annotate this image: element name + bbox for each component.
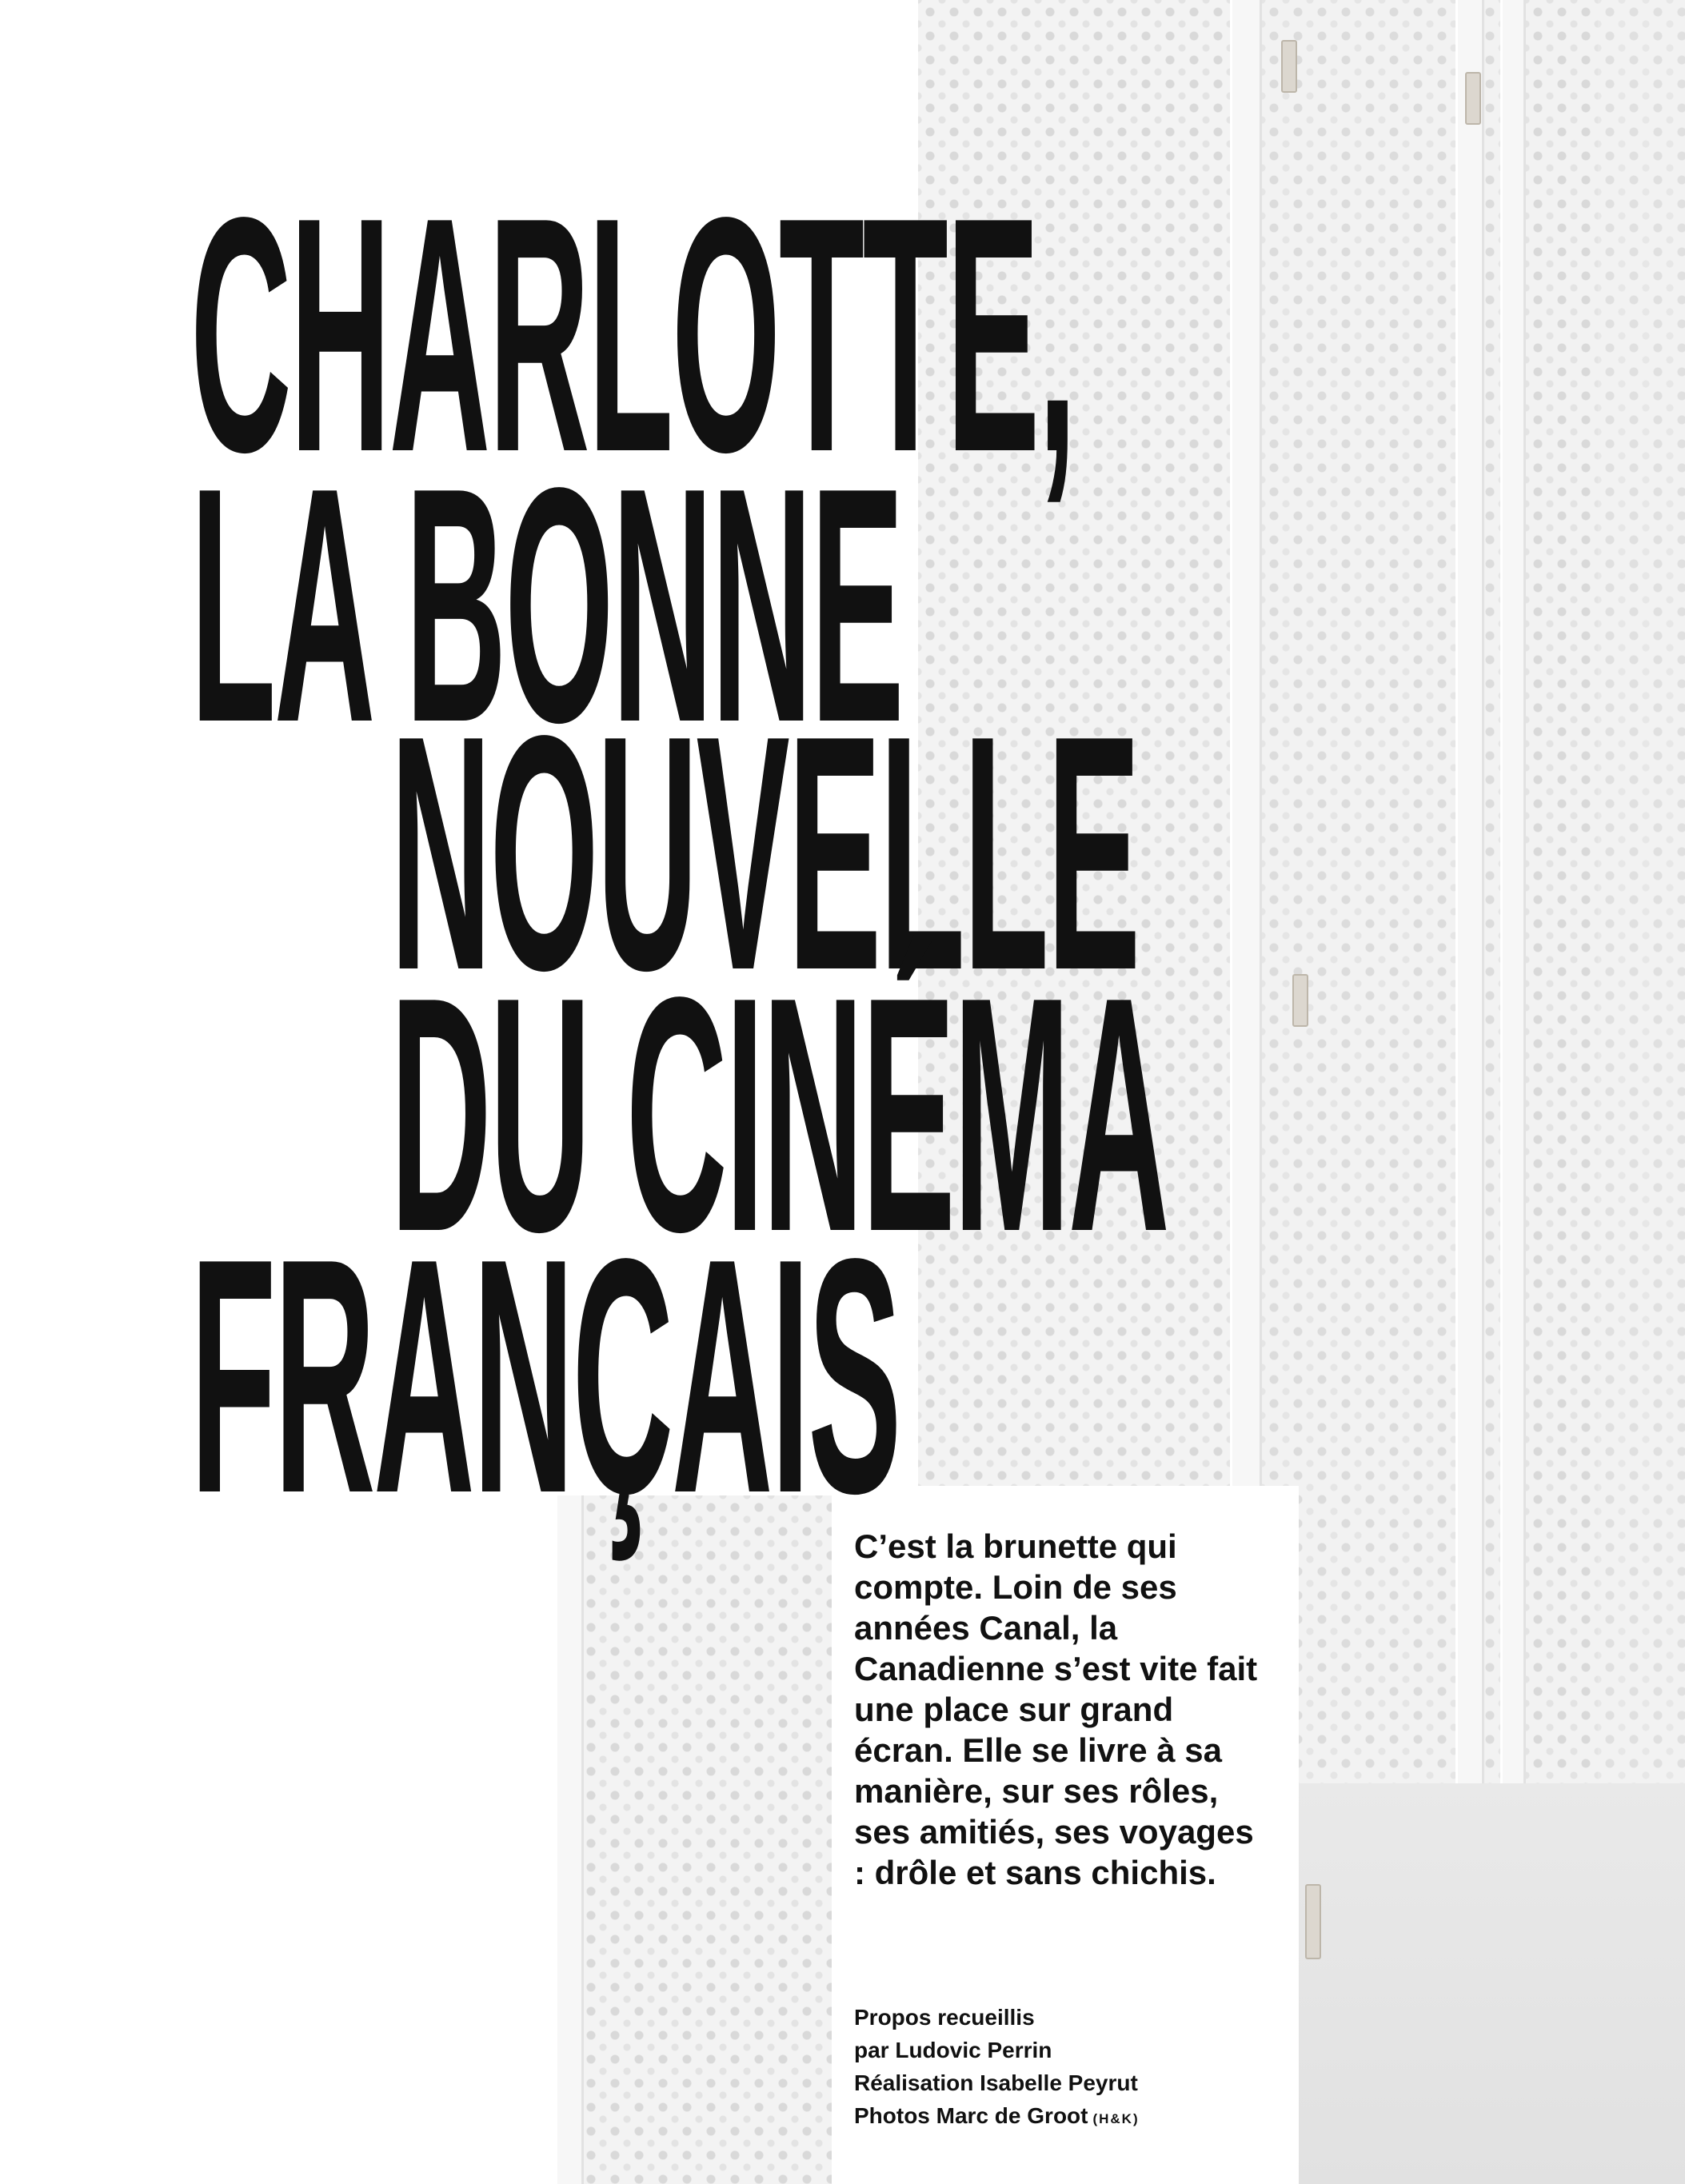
lattice-screen-right <box>1526 0 1685 1839</box>
hinge-bottom <box>1305 1884 1321 1959</box>
credits-line-4-wrap <box>854 2099 1270 2135</box>
credits-line-3: Réalisation Isabelle Peyrut <box>854 2070 1138 2095</box>
title-line-3: NOUVELLE <box>390 666 1139 1040</box>
intro-text: C’est la brunette qui compte. Loin de ses années Canal, la Canadienne s’est vite fait une place sur grand écran. Elle se livre à sa manière, sur ses rôles, ses amitiés, ses voyages : drôle et sans chichis. <box>854 1527 1258 1891</box>
title-line-1: CHARLOTTE, <box>190 148 1076 521</box>
title-line-2: LA BONNE <box>190 418 903 792</box>
credits <box>854 2001 1270 2135</box>
hinge-middle <box>1292 974 1308 1027</box>
screen-frame-lower <box>555 1495 584 2184</box>
credits-line-4: Photos Marc de Groot <box>854 2103 1088 2128</box>
credits-line-2: par Ludovic Perrin <box>854 2038 1052 2062</box>
hinge-top <box>1281 40 1297 93</box>
hinge-right <box>1465 72 1481 125</box>
title-line-5: FRANÇAIS <box>190 1189 900 1563</box>
screen-frame-far-right <box>1500 0 1526 1839</box>
lattice-screen-lower <box>555 1495 832 2184</box>
credits-line-1: Propos recueillis <box>854 2005 1035 2030</box>
photo-agency: (H&K) <box>1092 2111 1140 2126</box>
title-line-4: DU CINÉMA <box>390 928 1168 1301</box>
